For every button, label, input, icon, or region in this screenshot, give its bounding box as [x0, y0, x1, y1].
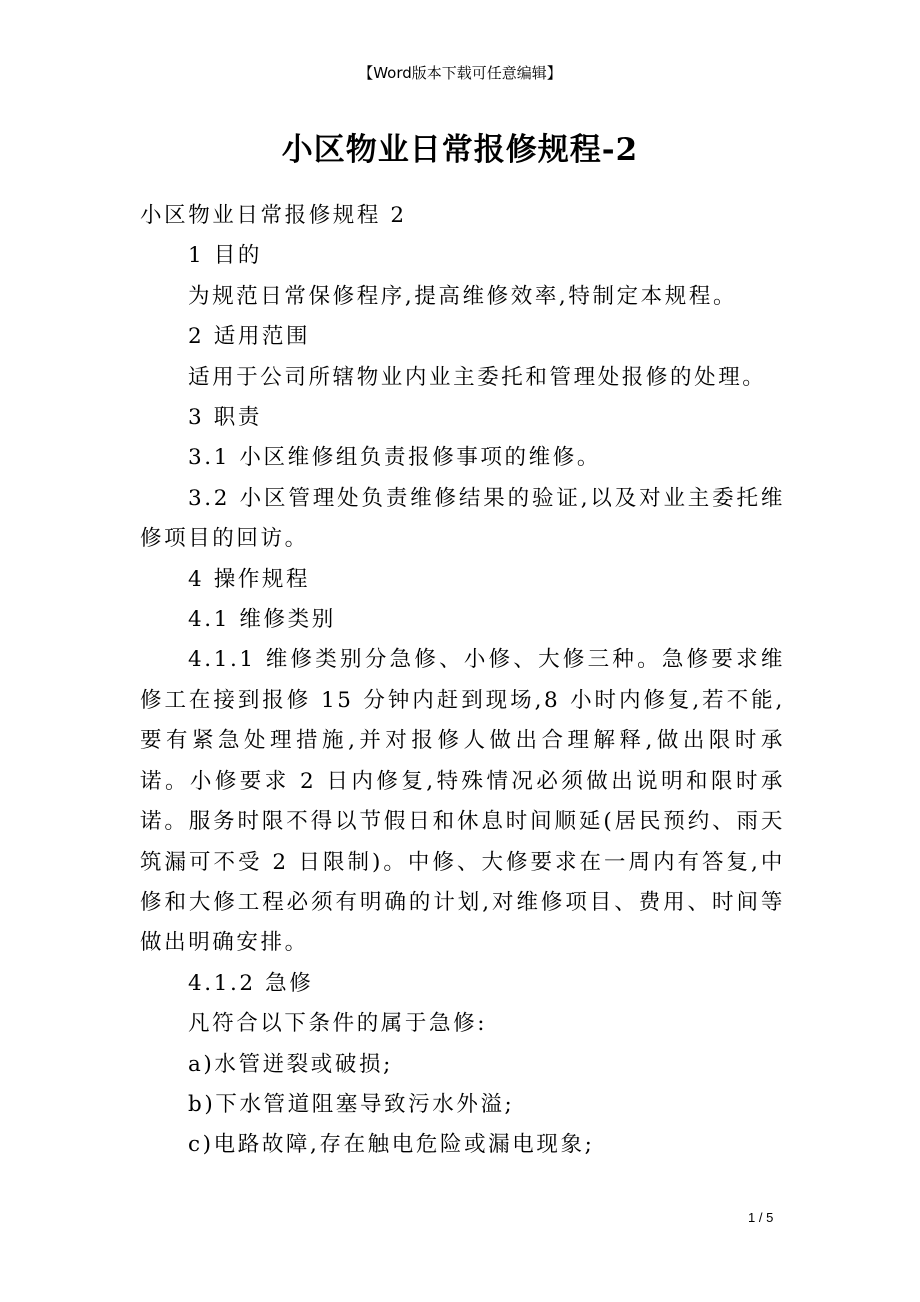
download-banner: 【Word版本下载可任意编辑】 [358, 64, 562, 82]
body-paragraph: 4.1.1 维修类别分急修、小修、大修三种。急修要求维修工在接到报修 15 分钟内赶到现场,8 小时内修复,若不能,要有紧急处理措施,并对报修人做出合理解释,做出限时承诺。小修要求 2 日内修复,特殊情况必须做出说明和限时承诺。服务时限不得以节假日和休息时间顺延(居民预约、雨天筑漏可不受 2 日限制)。中修、大修要求在一周内有答复,中修和大修工程必须有明确的计划,对维修项目、费用、时间等做出明确安排。 [140, 647, 785, 956]
body-paragraph: b)下水管道阻塞导致污水外溢; [188, 1091, 515, 1117]
body-paragraph: 凡符合以下条件的属于急修: [188, 1011, 488, 1037]
body-paragraph: a)水管迸裂或破损; [188, 1051, 393, 1077]
body-paragraph: 4 操作规程 [188, 566, 311, 592]
body-paragraph: 3.2 小区管理处负责维修结果的验证,以及对业主委托维修项目的回访。 [140, 485, 785, 552]
body-paragraph: 为规范日常保修程序,提高维修效率,特制定本规程。 [188, 283, 738, 309]
body-paragraph: c)电路故障,存在触电危险或漏电现象; [188, 1132, 595, 1158]
body-paragraph: 小区物业日常报修规程 2 [140, 203, 407, 228]
page-indicator: 1 / 5 [748, 1210, 774, 1225]
body-paragraph: 4.1.2 急修 [188, 970, 314, 996]
body-paragraph: 4.1 维修类别 [188, 607, 336, 633]
body-paragraph: 3.1 小区维修组负责报修事项的维修。 [188, 445, 601, 471]
body-paragraph: 适用于公司所辖物业内业主委托和管理处报修的处理。 [188, 364, 767, 390]
document-title: 小区物业日常报修规程-2 [281, 132, 639, 168]
body-paragraph: 3 职责 [188, 405, 262, 431]
body-paragraph: 1 目的 [188, 243, 262, 269]
document-body [140, 196, 785, 1166]
body-paragraph: 2 适用范围 [188, 324, 311, 350]
